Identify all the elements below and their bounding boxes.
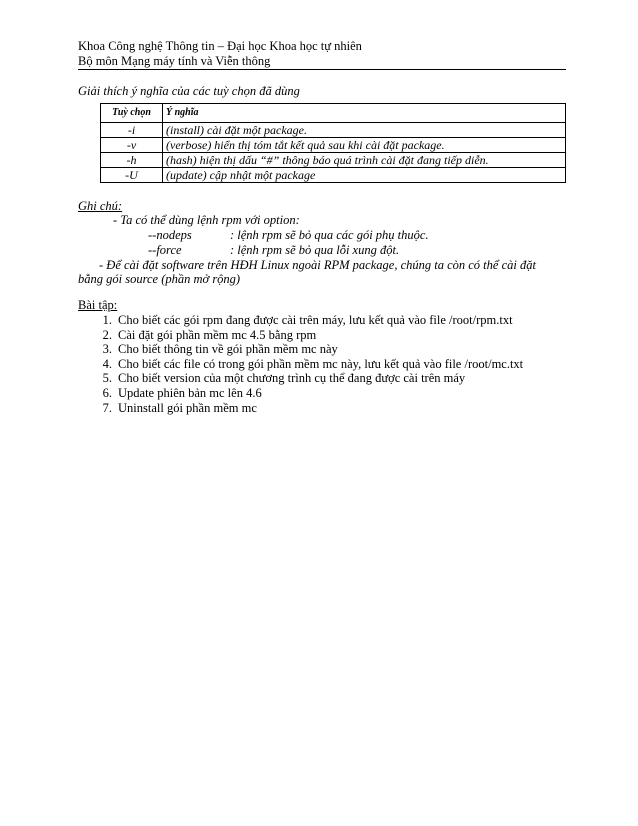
- list-item: [78, 386, 523, 401]
- list-item: [78, 313, 523, 328]
- list-item: [78, 342, 523, 357]
- note-line: bằng gói source (phần mở rộng): [78, 272, 241, 286]
- page-header: [78, 39, 566, 69]
- force-key: --force: [148, 243, 182, 257]
- note-nodeps: [148, 228, 429, 243]
- column-header-meaning: Ý nghĩa: [163, 104, 566, 123]
- item-text: Cho biết thông tin về gói phần mềm mc này: [118, 342, 338, 357]
- nodeps-key: --nodeps: [148, 228, 192, 242]
- list-item: [78, 357, 523, 372]
- table-row: [101, 153, 566, 168]
- options-table: [100, 103, 566, 183]
- exercises-title: Bài tập:: [78, 298, 118, 312]
- item-text: Update phiên bản mc lên 4.6: [118, 385, 262, 400]
- list-item: [78, 371, 523, 386]
- option-flag: -i: [101, 123, 163, 138]
- table-row: [101, 123, 566, 138]
- option-meaning: (update) cập nhật một package: [163, 168, 566, 183]
- option-meaning: (verbose) hiển thị tóm tắt kết quả sau khi cài đặt package.: [163, 138, 566, 153]
- option-flag: -U: [101, 168, 163, 183]
- header-divider: [78, 69, 566, 70]
- item-text: Cho biết các gói rpm đang được cài trên máy, lưu kết quả vào file /root/rpm.txt: [118, 313, 513, 327]
- option-flag: -v: [101, 138, 163, 153]
- item-number: 3.: [102, 342, 112, 357]
- section-intro: Giải thích ý nghĩa của các tuỳ chọn đã dùng: [78, 84, 300, 98]
- table-row: [101, 138, 566, 153]
- column-header-option: Tuỳ chọn: [101, 104, 163, 123]
- note-force: [148, 243, 399, 258]
- list-item: [78, 401, 523, 416]
- item-text: Cho biết version của một chương trình cụ thể đang được cài trên máy: [118, 371, 466, 386]
- item-text: Uninstall gói phần mềm mc: [118, 400, 257, 415]
- option-meaning: (install) cài đặt một package.: [163, 123, 566, 138]
- table-row: [101, 168, 566, 183]
- item-number: 2.: [102, 327, 112, 342]
- option-meaning: (hash) hiện thị dấu “#” thông báo quá trình cài đặt đang tiếp diễn.: [163, 153, 566, 168]
- item-number: 7.: [102, 400, 112, 415]
- header-faculty: Khoa Công nghệ Thông tin – Đại học Khoa học tự nhiên: [78, 39, 362, 53]
- list-item: [78, 328, 523, 343]
- note-line: - Ta có thể dùng lệnh rpm với option:: [113, 213, 300, 227]
- option-flag: -h: [101, 153, 163, 168]
- note-line: - Để cài đặt software trên HĐH Linux ngoài RPM package, chúng ta còn có thể cài đặt: [99, 258, 536, 272]
- item-text: Cho biết các file có trong gói phần mềm mc này, lưu kết quả vào file /root/mc.txt: [118, 356, 524, 371]
- notes-title: Ghi chú:: [78, 199, 123, 213]
- item-number: 5.: [102, 371, 112, 386]
- nodeps-desc: : lệnh rpm sẽ bỏ qua các gói phụ thuộc.: [230, 228, 429, 242]
- options-table-header: [101, 104, 566, 123]
- force-desc: : lệnh rpm sẽ bỏ qua lỗi xung đột.: [230, 243, 400, 257]
- item-text: Cài đặt gói phần mềm mc 4.5 bằng rpm: [118, 327, 317, 342]
- item-number: 4.: [102, 356, 112, 371]
- exercise-list: [78, 313, 523, 415]
- header-department: Bộ môn Mạng máy tính và Viễn thông: [78, 54, 271, 68]
- item-number: 6.: [102, 385, 112, 400]
- item-number: 1.: [102, 313, 112, 327]
